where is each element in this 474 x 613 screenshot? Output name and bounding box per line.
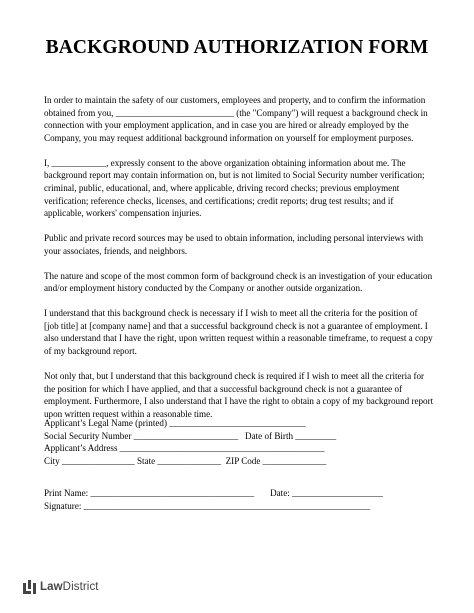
signature-field[interactable]: Signature: _______________________________________________________________ xyxy=(44,501,371,511)
city-state-zip-field[interactable]: City ________________ State ______________ ZIP Code ______________ xyxy=(44,455,327,466)
lawdistrict-logo xyxy=(23,580,99,594)
lawdistrict-logo-text xyxy=(40,581,99,593)
form-body xyxy=(44,94,434,433)
applicant-fields xyxy=(44,417,444,467)
address-field[interactable]: Applicant’s Address _____________________________________________ xyxy=(44,443,325,454)
paragraph-record-sources: Public and private record sources may be used to obtain information, including personal interviews with your associates, friends, and neighbors. xyxy=(44,233,426,256)
paragraph-nature-scope: The nature and scope of the most common form of background check is an investigation of your education and/or employment history conducted by the Company or another outside organization. xyxy=(44,270,435,294)
paragraph-understanding: I understand that this background check is necessary if I wish to meet all the criteria for the position of [job title] at [company name] and that a successful background check is not a guarantee of employment. I also understand that I have the right, upon written request within a reasonable timeframe, to request a copy of my background report. xyxy=(44,308,435,357)
paragraph-not-only: Not only that, but I understand that this background check is required if I wish to meet all the criteria for the position for which I have applied, and that a successful background check is not a guarantee of employment. Furthermore, I also understand that I have the right to obtain a copy of my background report upon written request within a reasonable time. xyxy=(44,371,436,419)
legal-name-field[interactable]: Applicant’s Legal Name (printed) ______________________________ xyxy=(44,418,306,428)
ssn-dob-field[interactable]: Social Security Number _______________________ Date of Birth _________ xyxy=(44,430,337,441)
lawdistrict-logo-icon xyxy=(23,580,37,594)
paragraph-intro: In order to maintain the safety of our customers, employees and property, and to confirm the information obtained from you, __________________________ (the "Company") will request a background check in connection with your employment application, and in case you are hired or already employed by the Company, you may request additional background information on yourself for employment purposes. xyxy=(44,95,431,143)
logo-text-law: Law xyxy=(40,581,63,593)
form-title: BACKGROUND AUTHORIZATION FORM xyxy=(45,37,429,58)
print-name-date-field[interactable]: Print Name: ____________________________________ Date: ____________________ xyxy=(44,488,383,498)
signature-block xyxy=(44,487,444,513)
paragraph-consent: I, ____________, expressly consent to the above organization obtaining information about me. The background report may contain information on, but is not limited to Social Security number verification; criminal, public, educational, and, where applicable, driving record checks; previous employment verification; reference checks, licenses, and certifications; credit reports; drug test results; and if applicable, workers' compensation injuries. xyxy=(44,157,427,219)
logo-text-district: District xyxy=(62,581,99,593)
